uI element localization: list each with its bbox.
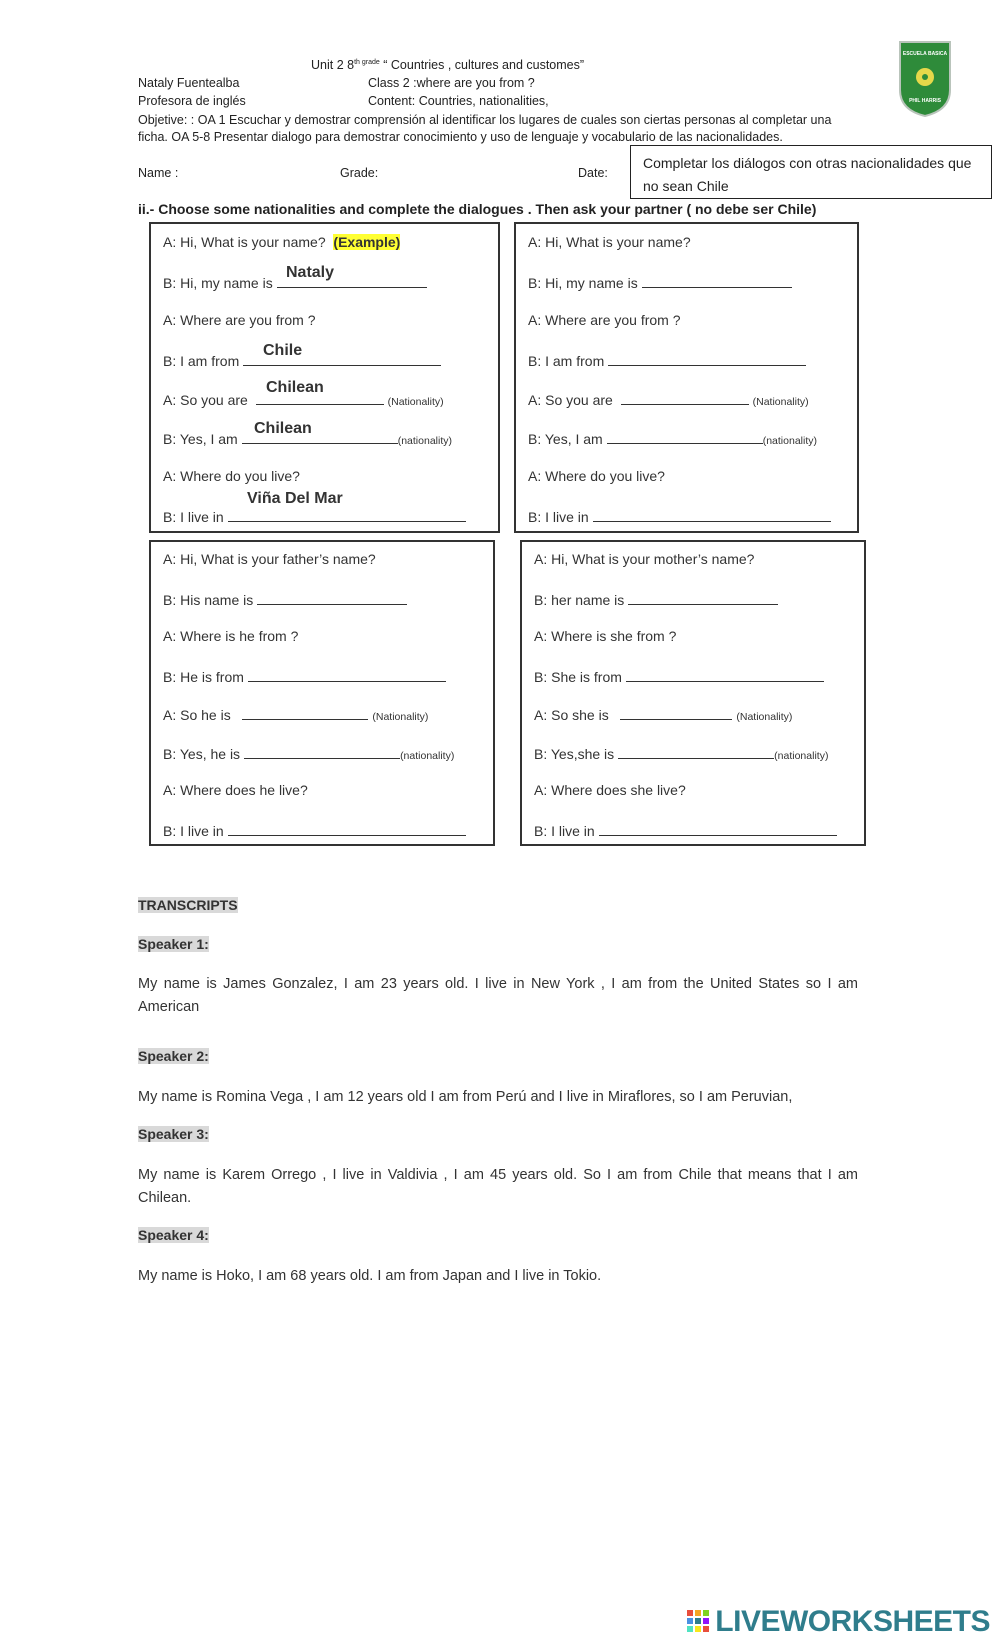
dialogue-line: B: Yes, I am (nationality): [163, 431, 452, 447]
dialogue-line: B: Yes, he is (nationality): [163, 746, 455, 762]
dialogue-line: A: Hi, What is your name?: [528, 234, 691, 250]
answer-nationality[interactable]: Chilean: [254, 420, 312, 437]
country-blank[interactable]: [626, 667, 824, 682]
class-line: Class 2 :where are you from ?: [368, 76, 535, 90]
unit-title: “ Countries , cultures and customes”: [379, 58, 585, 72]
answer-name[interactable]: Nataly: [286, 264, 335, 281]
dialogue-line: A: Hi, What is your mother’s name?: [534, 551, 755, 567]
nationality-blank[interactable]: [244, 744, 400, 759]
dialogue-line: A: Where is she from ?: [534, 628, 677, 644]
liveworksheets-grid-icon: [687, 1610, 711, 1634]
content-line: Content: Countries, nationalities,: [368, 94, 549, 108]
liveworksheets-text: LIVEWORKSHEETS: [715, 1605, 990, 1638]
name-blank[interactable]: [642, 273, 792, 288]
dialogue-box-example: [149, 222, 500, 533]
answer-city[interactable]: Viña Del Mar: [247, 490, 343, 507]
dialogue-line: B: Hi, my name is: [163, 273, 427, 291]
dialogue-line: A: Where is he from ?: [163, 628, 299, 644]
dialogue-line: B: I live in: [528, 507, 831, 525]
dialogue-line: B: She is from: [534, 667, 824, 685]
city-blank[interactable]: [593, 507, 831, 522]
nationality-blank[interactable]: [242, 705, 368, 720]
dialogue-line: A: Where are you from ?: [528, 312, 681, 328]
liveworksheets-logo[interactable]: [687, 1605, 990, 1639]
nationality-blank[interactable]: [607, 429, 763, 444]
logo-bottom-text: PHIL HARRIS: [909, 98, 941, 104]
unit-prefix: Unit 2 8: [311, 58, 355, 72]
dialogue-line: B: He is from: [163, 667, 446, 685]
dialogue-box-2: [514, 222, 859, 533]
speaker-text: My name is Karem Orrego , I live in Valdivia , I am 45 years old. So I am from Chile that means that I am Chilean.: [138, 1167, 858, 1206]
dialogue-line: A: Hi, What is your father’s name?: [163, 551, 376, 567]
speaker-text: My name is James Gonzalez, I am 23 years old. I live in New York , I am from the United States so I am American: [138, 976, 858, 1015]
dialogue-line: A: So you are (Nationality): [528, 392, 809, 408]
answer-country[interactable]: Chile: [263, 342, 303, 359]
unit-heading: [311, 58, 584, 72]
city-blank[interactable]: [228, 821, 466, 836]
school-logo: [898, 40, 952, 118]
speaker-label: Speaker 1:: [138, 936, 209, 952]
date-label: Date:: [578, 166, 608, 180]
country-blank[interactable]: [248, 667, 446, 682]
dialogue-line: A: Where do you live?: [528, 468, 665, 484]
transcripts-title: TRANSCRIPTS: [138, 897, 238, 913]
city-blank[interactable]: [599, 821, 837, 836]
dialogue-line: B: I am from: [163, 351, 441, 369]
dialogue-line: A: So he is (Nationality): [163, 707, 429, 723]
dialogue-line: A: Hi, What is your name? (Example): [163, 234, 401, 250]
name-label: Name :: [138, 166, 179, 180]
name-blank[interactable]: [628, 590, 778, 605]
dialogue-line: B: her name is: [534, 590, 778, 608]
speaker-label: Speaker 4:: [138, 1227, 209, 1243]
dialogue-line: B: Yes,she is (nationality): [534, 746, 829, 762]
instruction-box: Completar los diálogos con otras nacionalidades que no sean Chile: [630, 145, 992, 199]
teacher-role: Profesora de inglés: [138, 94, 246, 108]
dialogue-line: B: Yes, I am (nationality): [528, 431, 817, 447]
dialogue-line: A: So she is (Nationality): [534, 707, 793, 723]
logo-top-text: ESCUELA BASICA: [902, 51, 948, 57]
dialogue-line: A: Where does she live?: [534, 782, 686, 798]
objective-text: Objetive: : OA 1 Escuchar y demostrar comprensión al identificar los lugares de cuales son ciertas personas al completar una ficha. OA 5-8 Presentar dialogo para demostrar conocimiento y uso de lenguaje y vocabulario de las nacionalidades.: [138, 113, 832, 144]
dialogue-box-mother: [520, 540, 866, 846]
dialogue-line: B: I live in: [163, 507, 466, 525]
speaker-text: My name is Hoko, I am 68 years old. I am from Japan and I live in Tokio.: [138, 1268, 602, 1284]
dialogue-line: A: So you are (Nationality): [163, 392, 444, 408]
name-blank[interactable]: [257, 590, 407, 605]
teacher-name: Nataly Fuentealba: [138, 76, 240, 90]
nationality-blank[interactable]: [620, 705, 732, 720]
country-blank[interactable]: [608, 351, 806, 366]
dialogue-line: A: Where does he live?: [163, 782, 308, 798]
speaker-label: Speaker 2:: [138, 1048, 209, 1064]
dialogue-line: B: His name is: [163, 590, 407, 608]
unit-superscript: th grade: [354, 58, 380, 66]
speaker-label: Speaker 3:: [138, 1126, 209, 1142]
nationality-blank[interactable]: [618, 744, 774, 759]
dialogue-line: B: Hi, my name is: [528, 273, 792, 291]
dialogue-line: A: Where do you live?: [163, 468, 300, 484]
dialogue-line: B: I am from: [528, 351, 806, 369]
section-title: ii.- Choose some nationalities and complete the dialogues . Then ask your partner ( no debe ser Chile): [138, 201, 817, 217]
answer-nationality[interactable]: Chilean: [266, 379, 324, 396]
nationality-blank[interactable]: [621, 390, 749, 405]
example-tag: (Example): [333, 234, 401, 250]
speaker-text: My name is Romina Vega , I am 12 years old I am from Perú and I live in Miraflores, so I am Peruvian,: [138, 1089, 793, 1105]
dialogue-line: B: I live in: [534, 821, 837, 839]
dialogue-line: A: Where are you from ?: [163, 312, 316, 328]
grade-label: Grade:: [340, 166, 379, 180]
dialogue-line: B: I live in: [163, 821, 466, 839]
dialogue-box-father: [149, 540, 495, 846]
